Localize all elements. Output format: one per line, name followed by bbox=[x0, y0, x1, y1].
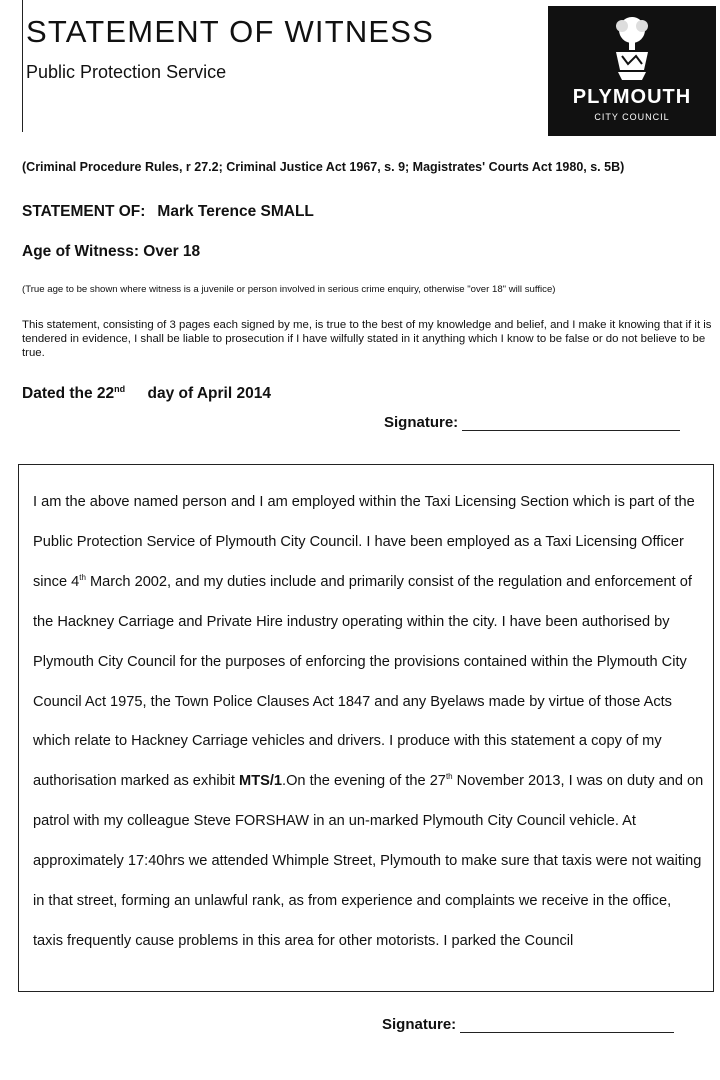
dated-rest: day of April 2014 bbox=[147, 385, 271, 403]
plymouth-city-council-logo bbox=[548, 6, 716, 136]
signature-bottom bbox=[382, 1016, 674, 1033]
body-part-1: I am the above named person and I am employed within the Taxi Licensing Section which is part of the Public Protection Service of Plymouth City Council. I have been employed as a Taxi Licensing Officer since 4 bbox=[33, 494, 695, 590]
statement-body-text bbox=[33, 483, 705, 962]
body-part-4: November 2013, I was on duty and on patrol with my colleague Steve FORSHAW in an un-marked Plymouth City Council vehicle. At approximately 17:40hrs we attended Whimple Street, Plymouth to make sure that taxis were not waiting in that street, forming an unlawful rank, as from experience and complaints we receive in the office, taxis frequently cause problems in this area for other motorists. I parked the Council bbox=[33, 773, 704, 949]
logo-name: PLYMOUTH bbox=[572, 86, 692, 108]
dated-prefix: Dated the 22 bbox=[22, 385, 115, 403]
dated-line bbox=[22, 384, 271, 403]
department-subtitle: Public Protection Service bbox=[26, 62, 227, 82]
signature-label-bottom: Signature: bbox=[382, 1016, 457, 1033]
signature-line bbox=[462, 416, 680, 431]
signature-top bbox=[384, 414, 680, 431]
statement-of-label: STATEMENT OF: bbox=[22, 203, 146, 220]
legal-rules-reference: (Criminal Procedure Rules, r 27.2; Criminal Justice Act 1967, s. 9; Magistrates' Courts Act 1980, s. 5B) bbox=[22, 160, 625, 174]
exhibit-reference: MTS/1 bbox=[239, 773, 283, 790]
logo-subtitle: CITY COUNCIL bbox=[594, 112, 670, 122]
body-part-3: .On the evening of the 27 bbox=[282, 773, 446, 790]
statement-of bbox=[22, 203, 314, 221]
document-title: STATEMENT OF WITNESS bbox=[26, 14, 435, 49]
declaration-text: This statement, consisting of 3 pages each signed by me, is true to the best of my knowledge and belief, and I make it knowing that if it is tendered in evidence, I shall be liable to prosecution if I have wilfully stated in it anything which I know to be false or do not believe to be true. bbox=[22, 319, 712, 359]
signature-label: Signature: bbox=[384, 414, 459, 431]
body-sup-2: th bbox=[445, 772, 453, 782]
crest-icon bbox=[608, 14, 656, 84]
age-note: (True age to be shown where witness is a juvenile or person involved in serious crime enquiry, otherwise "over 18" will suffice) bbox=[22, 284, 556, 295]
statement-body-box bbox=[18, 464, 714, 992]
witness-age: Age of Witness: Over 18 bbox=[22, 243, 201, 260]
signature-line-bottom bbox=[460, 1018, 674, 1033]
body-sup-1: th bbox=[79, 572, 86, 582]
body-part-2: March 2002, and my duties include and primarily consist of the regulation and enforcement of the Hackney Carriage and Private Hire industry operating within the city. I have been authorised by Plymouth City Council for the purposes of enforcing the provisions contained within the Plymouth City Council Act 1975, the Town Police Clauses Act 1847 and any Byelaws made by virtue of those Acts which relate to Hackney Carriage vehicles and drivers. I produce with this statement a copy of my authorisation marked as exhibit bbox=[33, 573, 692, 790]
witness-name: Mark Terence SMALL bbox=[157, 203, 314, 220]
dated-suffix: nd bbox=[114, 384, 126, 394]
